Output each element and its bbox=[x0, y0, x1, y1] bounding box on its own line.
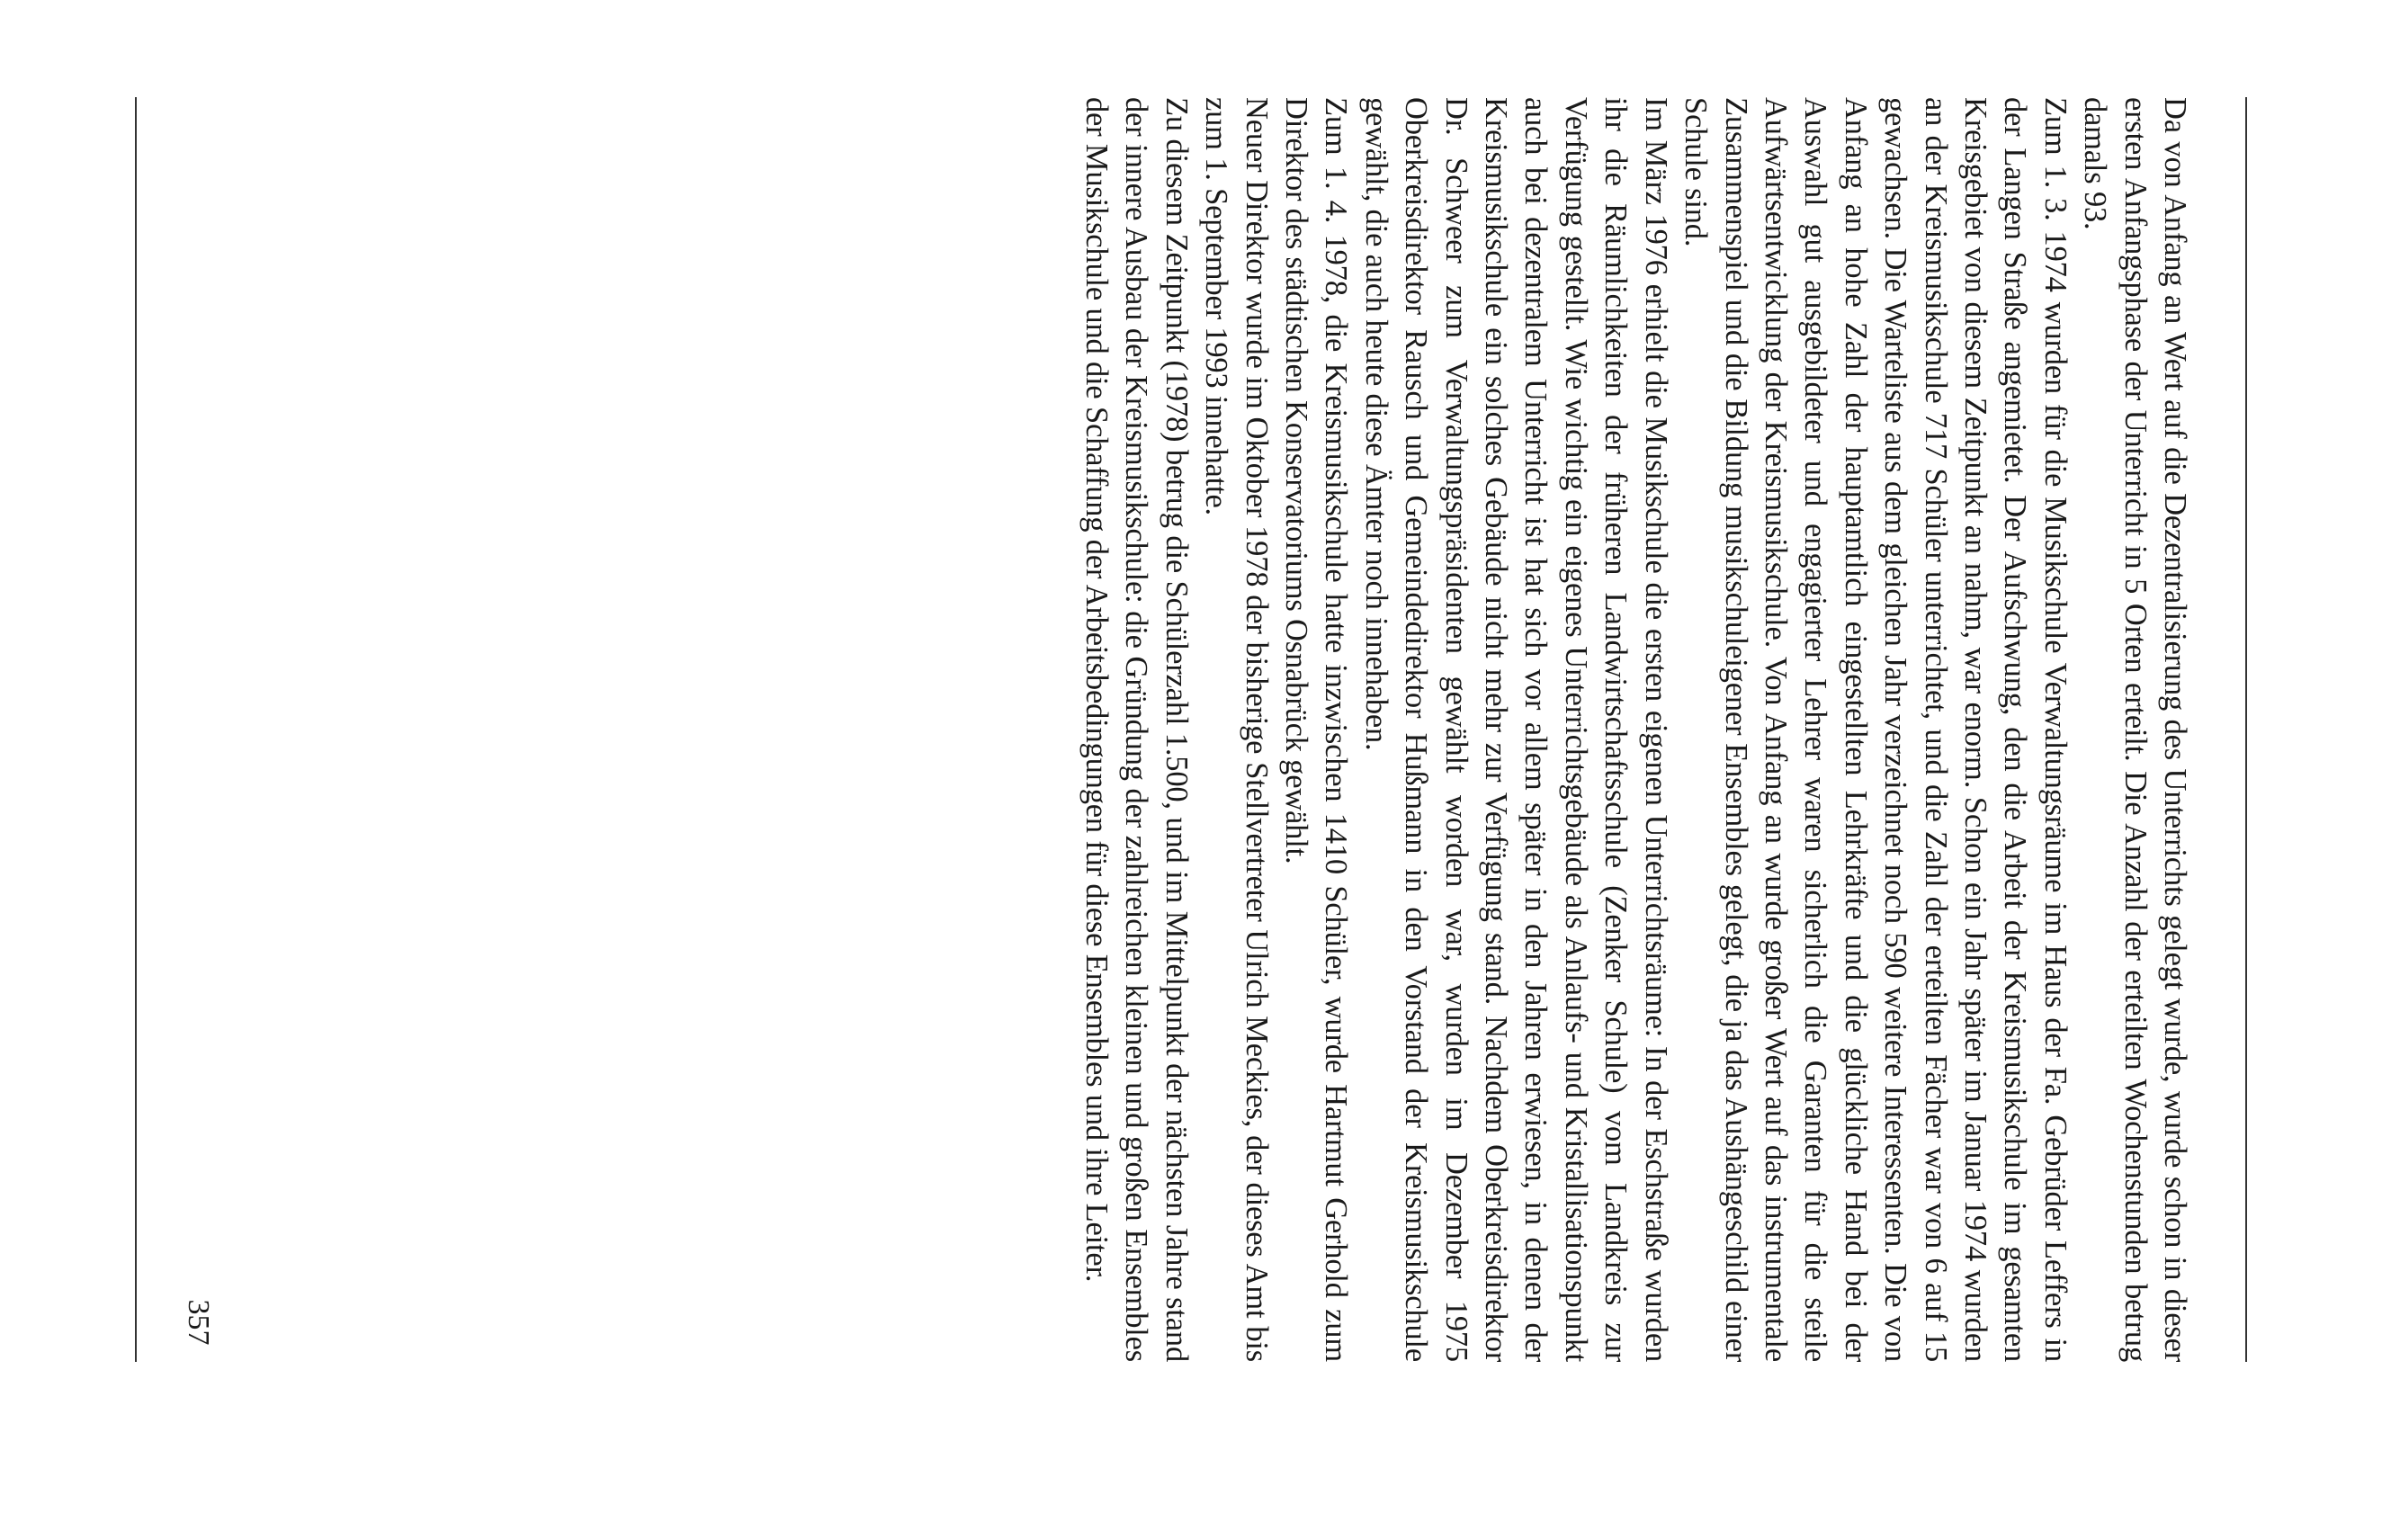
paragraph-2: Zum 1. 3. 1974 wurden für die Musikschule Verwaltungsräume im Haus der Fa. Gebrüder Leffers in der Langen Straße angemietet. Der Aufschwung, den die Arbeit der Kreismusikschule im gesamten Kreisgebiet von diesem Zeitpunkt an nahm, war enorm. Schon ein Jahr später im Januar 1974 wurden an der Kreismusikschule 717 Schüler unterrichtet, und die Zahl der erteilten Fächer war von 6 auf 15 gewachsen. Die Warteliste aus dem gleichen Jahr verzeichnet noch 590 weitere Interessenten. Die von Anfang an hohe Zahl der hauptamtlich eingestellten Lehrkräfte und die glückliche Hand bei der Auswahl gut ausgebildeter und engagierter Lehrer waren sicherlich die Garanten für die steile Aufwärtsentwicklung der Kreismusikschule. Von Anfang an wurde großer Wert auf das instrumentale Zusammenspiel und die Bildung musikschuleigener Ensembles gelegt, die ja das Aushängeschild einer Schule sind. bbox=[1679, 97, 2073, 1362]
body-text bbox=[1077, 97, 2195, 1362]
page-number: 357 bbox=[182, 1299, 215, 1346]
paragraph-6: Zu diesem Zeitpunkt (1978) betrug die Schülerzahl 1.500, und im Mittelpunkt der nächsten Jahre stand der innere Ausbau der Kreismusikschule: die Gründung der zahlreichen kleinen und großen Ensembles der Musikschule und die Schaffung der Arbeitsbedingungen für diese Ensembles und ihre Leiter. bbox=[1079, 97, 1194, 1362]
paragraph-5: Neuer Direktor wurde im Oktober 1978 der bisherige Stellvertreter Ulrich Meckies, der dieses Amt bis zum 1. September 1993 innehatte. bbox=[1199, 97, 1274, 1362]
paragraph-4: Zum 1. 4. 1978, die Kreismusikschule hatte inzwischen 1410 Schüler, wurde Hartmut Gerhold zum Direktor des städtischen Konservatoriums Osnabrück gewählt. bbox=[1279, 97, 1354, 1362]
paragraph-3: Im März 1976 erhielt die Musikschule die ersten eigenen Unterrichtsräume: In der Eschstraße wurden ihr die Räumlichkeiten der früheren Landwirtschaftsschule (Zenker Schule) vom Landkreis zur Verfügung gestellt. Wie wichtig ein eigenes Unterrichtsgebäude als Anlaufs- und Kristallisationspunkt auch bei dezentralem Unterricht ist hat sich vor allem später in den Jahren erwiesen, in denen der Kreismusikschule ein solches Gebäude nicht mehr zur Verfügung stand. Nachdem Oberkreisdirektor Dr. Schweer zum Verwaltungspräsidenten gewählt worden war, wurden im Dezember 1975 Oberkreisdirektor Rausch und Gemeindedirektor Hußmann in den Vorstand der Kreismusikschule gewählt, die auch heute diese Ämter noch innehaben. bbox=[1358, 97, 1673, 1362]
header-rule bbox=[2245, 97, 2247, 1362]
footer-rule bbox=[135, 97, 137, 1362]
page-number-box bbox=[171, 1277, 225, 1376]
paragraph-1: Da von Anfang an Wert auf die Dezentralisierung des Unterrichts gelegt wurde, wurde schon in dieser ersten Anfangsphase der Unterricht in 5 Orten erteilt. Die Anzahl der erteilten Wochenstunden betrug damals 93. bbox=[2078, 97, 2192, 1362]
